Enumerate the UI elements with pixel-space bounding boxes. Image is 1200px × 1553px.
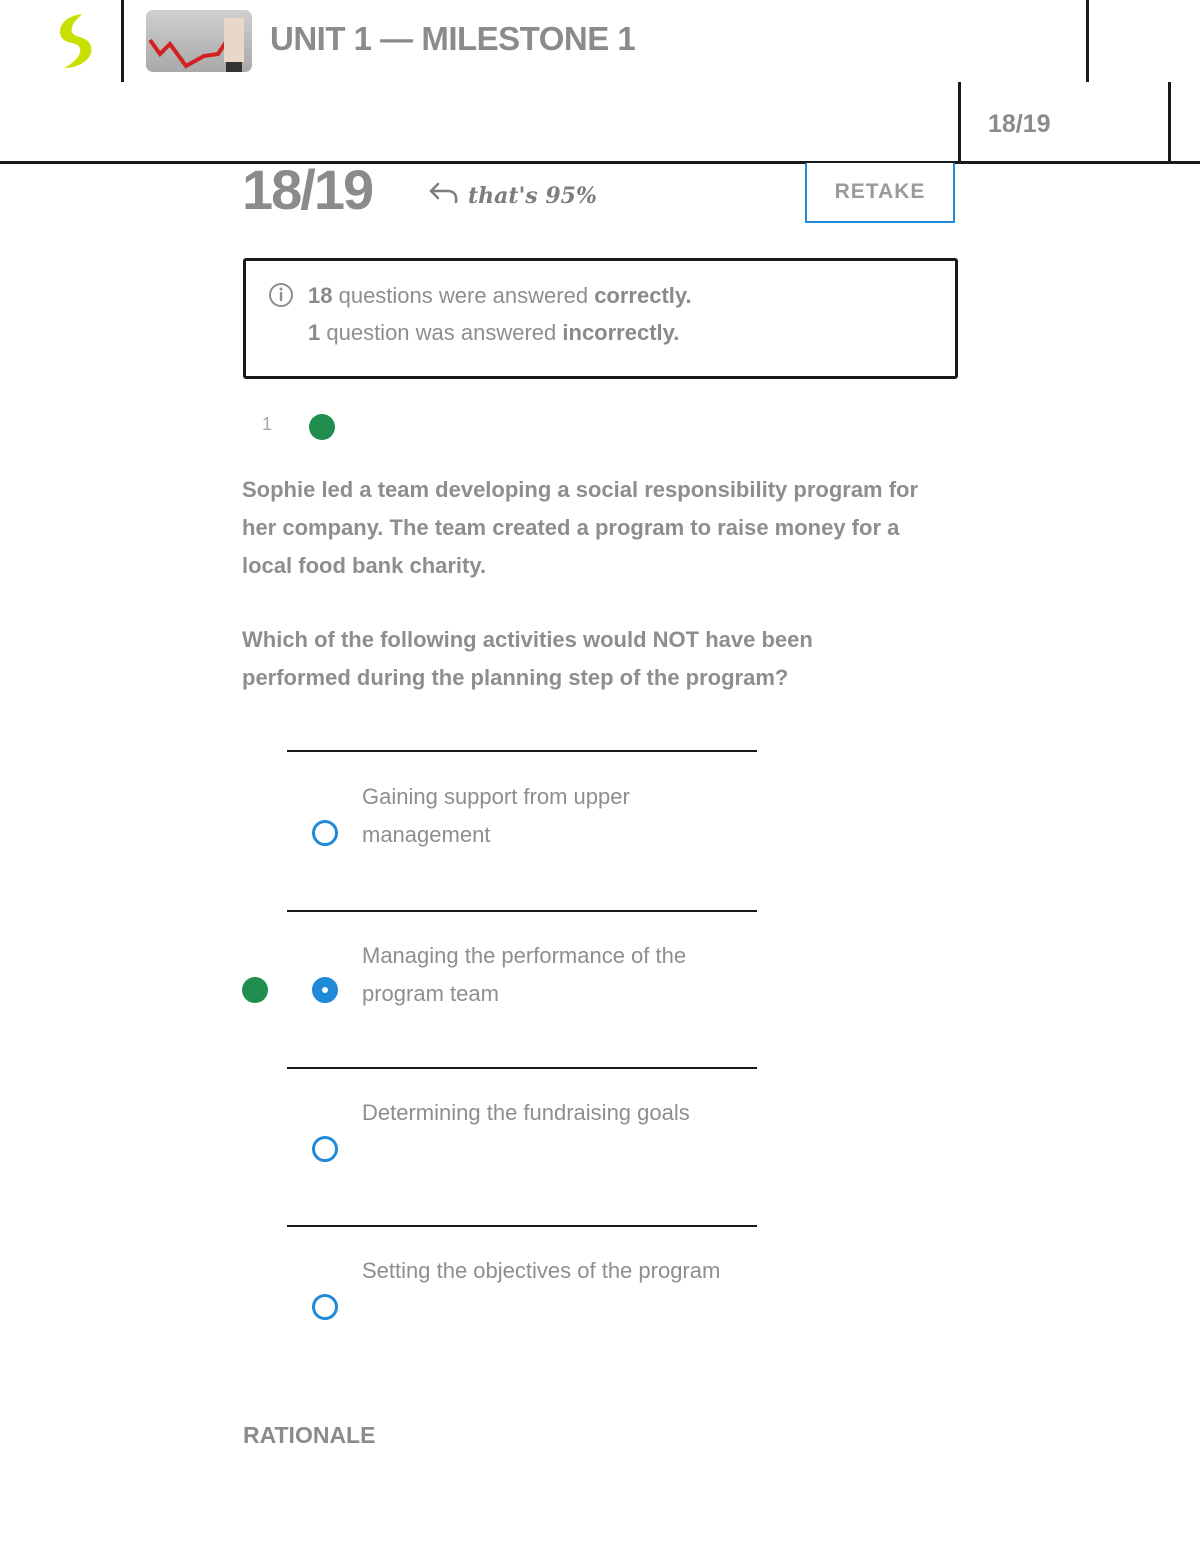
incorrect-summary-line xyxy=(308,320,679,346)
option-radio[interactable] xyxy=(312,820,338,846)
header-divider xyxy=(1168,82,1171,164)
question-prompt: Sophie led a team developing a social responsibility program for her company. The team created a program to raise money for a local food bank charity. xyxy=(242,477,919,578)
info-icon xyxy=(268,282,294,308)
header-score: 18/19 xyxy=(988,110,1051,138)
option-radio[interactable] xyxy=(312,1136,338,1162)
curved-arrow-icon xyxy=(428,180,460,211)
page-title: UNIT 1 — MILESTONE 1 xyxy=(270,20,636,57)
option-radio[interactable] xyxy=(312,1294,338,1320)
correct-count: 18 xyxy=(308,283,333,308)
option-label[interactable]: Managing the performance of the program team xyxy=(362,943,687,1006)
correct-status-icon xyxy=(309,414,335,440)
option-divider xyxy=(287,750,757,752)
option-divider xyxy=(287,910,757,912)
score-note xyxy=(428,180,597,211)
header-bottom-border xyxy=(0,161,1200,164)
header-divider xyxy=(121,0,124,82)
rationale-heading: RATIONALE xyxy=(243,1422,376,1448)
incorrect-word: incorrectly. xyxy=(562,320,680,345)
growth-chart-thumbnail xyxy=(146,10,252,72)
incorrect-count: 1 xyxy=(308,320,321,345)
option-label[interactable]: Determining the fundraising goals xyxy=(362,1100,690,1125)
option-label[interactable]: Gaining support from upper management xyxy=(362,784,630,847)
option-radio-selected[interactable] xyxy=(312,977,338,1003)
question-ask: Which of the following activities would NOT have been performed during the planning step of the program? xyxy=(242,627,813,690)
header-divider xyxy=(1086,0,1089,82)
correct-word: correctly. xyxy=(594,283,692,308)
score-percent-note: that's 95% xyxy=(468,182,597,209)
correct-summary-line xyxy=(308,283,692,309)
option-label[interactable]: Setting the objectives of the program xyxy=(362,1258,721,1283)
question-number: 1 xyxy=(262,414,273,434)
option-divider xyxy=(287,1225,757,1227)
incorrect-summary-text: question was answered xyxy=(320,320,563,345)
score-value: 18/19 xyxy=(242,158,373,221)
header-divider xyxy=(958,82,961,164)
retake-button[interactable]: RETAKE xyxy=(805,163,955,223)
correct-answer-check-icon xyxy=(242,977,268,1003)
option-divider xyxy=(287,1067,757,1069)
correct-summary-text: questions were answered xyxy=(332,283,595,308)
results-summary xyxy=(243,258,958,379)
sophia-logo-icon[interactable] xyxy=(52,12,100,70)
